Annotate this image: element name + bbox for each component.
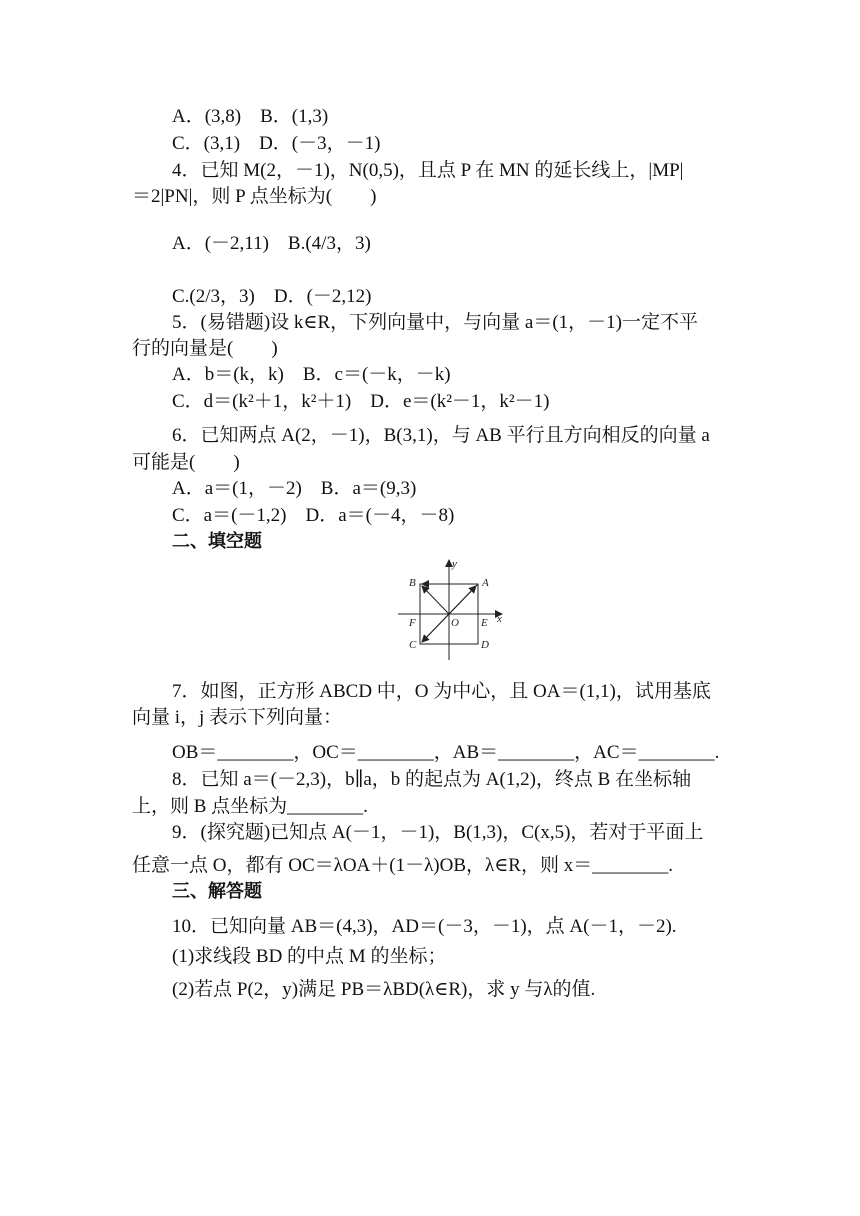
label-y: y (452, 558, 457, 570)
q4-options-ab: A．(－2,11) B.(4/3，3) (172, 233, 371, 254)
q10-part1: (1)求线段 BD 的中点 M 的坐标； (172, 946, 447, 967)
diagonal-ac (422, 584, 478, 642)
q10-stem: 10．已知向量 AB＝(4,3)，AD＝(－3，－1)，点 A(－1，－2). (172, 916, 677, 937)
q8-stem-line2: 上，则 B 点坐标为________. (132, 796, 368, 817)
q7-blanks: OB＝________，OC＝________，AB＝________，AC＝________. (172, 742, 720, 763)
q4-stem-line2: ＝2|PN|，则 P 点坐标为( ) (132, 186, 377, 207)
q4-options-cd: C.(2/3，3) D．(－2,12) (172, 286, 372, 307)
q10-part2: (2)若点 P(2，y)满足 PB＝λBD(λ∈R)，求 y 与λ的值. (172, 979, 596, 1000)
label-f: F (409, 617, 416, 629)
q6-options-cd: C．a＝(－1,2) D．a＝(－4，－8) (172, 505, 455, 526)
section-heading-solve: 三、解答题 (172, 881, 262, 902)
label-o: O (451, 617, 459, 629)
label-x: x (497, 613, 502, 625)
q7-stem-line1: 7．如图，正方形 ABCD 中，O 为中心，且 OA＝(1,1)，试用基底 (172, 681, 711, 702)
q3-options-cd: C．(3,1) D．(－3，－1) (172, 133, 381, 154)
q9-stem-line1: 9．(探究题)已知点 A(－1，－1)，B(1,3)，C(x,5)，若对于平面上 (172, 822, 704, 843)
q3-options-ab: A．(3,8) B．(1,3) (172, 106, 329, 127)
q5-stem-line1: 5．(易错题)设 k∈R，下列向量中，与向量 a＝(1，－1)一定不平 (172, 312, 698, 333)
section-heading-fill-in: 二、填空题 (172, 531, 262, 552)
q5-stem-line2: 行的向量是( ) (132, 338, 278, 359)
q7-stem-line2: 向量 i，j 表示下列向量： (132, 707, 343, 728)
vector-ob (422, 586, 449, 614)
q4-stem-line1: 4．已知 M(2，－1)，N(0,5)，且点 P 在 MN 的延长线上，|MP| (172, 160, 684, 181)
label-d: D (481, 639, 489, 651)
square-coordinate-figure (392, 556, 512, 662)
q6-stem-line1: 6．已知两点 A(2，－1)，B(3,1)，与 AB 平行且方向相反的向量 a (172, 425, 710, 446)
q5-options-ab: A．b＝(k，k) B．c＝(－k，－k) (172, 364, 451, 385)
q8-stem-line1: 8．已知 a＝(－2,3)，b∥a，b 的起点为 A(1,2)，终点 B 在坐标轴 (172, 769, 692, 790)
q9-stem-line2: 任意一点 O，都有 OC＝λOA＋(1－λ)OB，λ∈R，则 x＝________. (132, 855, 673, 876)
label-b: B (409, 577, 416, 589)
q6-stem-line2: 可能是( ) (132, 452, 240, 473)
label-e: E (481, 617, 488, 629)
q6-options-ab: A．a＝(1，－2) B．a＝(9,3) (172, 478, 417, 499)
label-c: C (409, 639, 417, 651)
q5-options-cd: C．d＝(k²＋1，k²＋1) D．e＝(k²－1，k²－1) (172, 391, 550, 412)
label-a: A (482, 577, 489, 589)
